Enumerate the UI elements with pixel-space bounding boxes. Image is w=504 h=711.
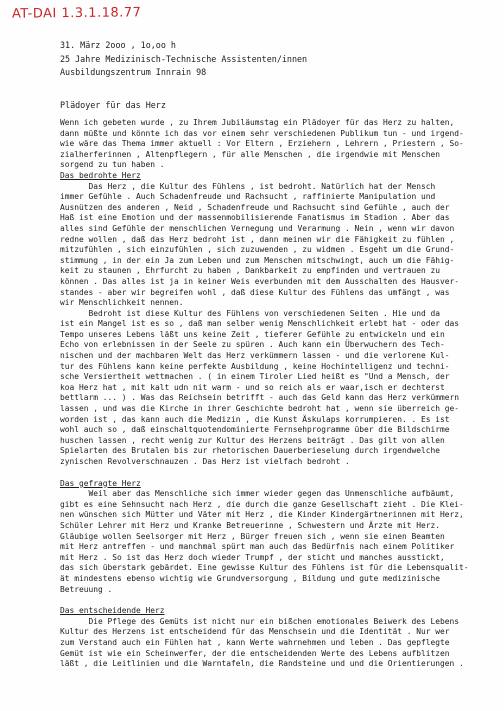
section-heading: Das entscheidende Herz bbox=[60, 606, 165, 616]
section-heading: Das bedrohte Herz bbox=[60, 170, 141, 180]
speech-title: Plädoyer für das Herz bbox=[60, 100, 166, 110]
section-heading: Das gefragte Herz bbox=[60, 478, 141, 488]
paragraph: Weil aber das Menschliche sich immer wieder gegen das Unmenschliche aufbäumt, gibt es eine Sehnsucht nach Herz , die durch die ganze Gesellschaft zieht . Die Klei- nen wünschen sich Mütter und Väter mit Herz , die Kinder Kindergärtnerinnen mit Herz, Schüler Lehrer mit Herz und Kranke Betreuerinne , Schwestern und Ärzte mit Herz. Gläubige wollen Seelsorger mit Herz , Bürger freuen sich , wenn sie einen Beamten mit Herz antreffen - und manchmal spürt man auch das Bedürfnis nach einem Politiker mit Herz . So ist das Herz doch wieder Trumpf , der sticht und manches ausstickt, das sich überstark gebärdet. Eine gewisse Kultur des Fühlens ist für die Lebensqualit- ät mindestens ebenso wichtig wie Grundversorgung , Bildung und gute medizinische Betreuung . bbox=[60, 489, 469, 594]
speech-body bbox=[60, 118, 494, 670]
paragraph: Die Pflege des Gemüts ist nicht nur ein bißchen emotionales Beiwerk des Lebens Kultur des Herzens ist entscheidend für das Menschsein und die Identität . Nur wer zum Verstand auch ein Fühlen hat , kann Werte wahrnehmen und leben . Das gepflegte Gemüt ist wie ein Scheinwerfer, der die entscheidenden Werte des Lebens aufblitzen läßt , die Leitlinien und die Warntafeln, die Randsteine und und die Orientierungen . bbox=[60, 616, 464, 669]
letter-header bbox=[60, 39, 307, 80]
event-line: 25 Jahre Medizinisch-Technische Assistenten/innen bbox=[60, 53, 308, 64]
paragraph: Das Herz , die Kultur des Fühlens , ist bedroht. Natürlich hat der Mensch immer Gefühle . Auch Schadenfreude und Rachsucht , raffinierte Manipulation und Ausnützen des anderen , Neid , Schadenfreude und Rachsucht sind Gefühle , auch der Haß ist eine Emotion und der massenmobilisierende Fanatismus im Stadion . Aber das alles sind Gefühle der menschlichen Vernegung und Verarmung . Nein , wenn wir davon redne wollen , daß das Herz bedroht ist , dann meinen wir die Fähigkeit zu fühlen , mitzufühlen , sich einzufühlen , sich zuzuwenden , zu widmen . Esgeht um die Grund- stimmung , in der ein Ja zum Leben und zum Menschen mitschwingt, auch um die Fähig- keit zu staunen , Ehrfurcht zu haben , Dankbarkeit zu empfinden und vertrauen zu können . Das alles ist ja in keiner Weis everbunden mit dem Ausschalten des Hausver- standes - aber wir begreifen wohl , daß diese Kultur des Fühlens das umfängt , was wir Menschlichkeit nennen. bbox=[60, 181, 460, 308]
intro-paragraph: Wenn ich gebeten wurde , zu Ihrem Jubiläumstag ein Plädoyer für das Herz zu halten, dann müßte und könnte ich das vor einem sehr verschiedenen Publikum tun - und irgend- wie wäre das Thema immer aktuell : Vor Eltern , Erziehern , Lehrern , Priestern , So- zialherferinnen , Altenpflegern , für alle Menschen , die irgendwie mit Menschen sorgend zu tun haben . bbox=[60, 118, 464, 170]
archive-stamp: AT-DAI 1.3.1.18.77 bbox=[11, 5, 142, 22]
paragraph: Bedroht ist diese Kultur des Fühlens von verschiedenen Seiten . Hie und da ist ein Mangel ist es so , daß man selber wenig Menschlichkeit erlebt hat - oder das Tempo unseres Lebens läßt uns keine Zeit , tieferer Gefühle zu entwickeln und ein Echo von erlebnissen in der Seele zu spüren . Auch kann ein Überwuchern des Tech- nischen und der machbaren Welt das Herz verkümmern lassen - und die verlorene Kul- tur des Fühlens kann keine perfekte Ausbildung , keine Hochintelligenz und techni- sche Versiertheit wettmachen . ( in einem Tiroler Lied heißt es "Und a Mensch, der koa Herz hat , mit kalt udn nit warm - und so reich als er waar,isch er dechterst bettlarm ... ) . Was das Reichsein betrifft - auch das Geld kann das Herz verkümmern lassen , und was die Kirche in ihrer Geschichte bedroht hat , wenn sie überreich ge- worden ist , das kann auch die Medizin , die Kunst Äskulaps korrumpieren. . Es ist wohl auch so , daß einschaltquotendominierte Fernsehprogramme über die Bildschirme huschen lassen , recht wenig zur Kultur des Herzens beiträgt . Das gilt von allen Spielarten des Brutalen bis zur rhetorischen Dauerberieselung durch irgendwelche zynischen Revolverschnauzen . Das Herz ist vielfach bedroht . bbox=[60, 308, 460, 466]
location-line: Ausbildungszentrum Innrain 98 bbox=[60, 67, 207, 77]
date-line: 31. März 2ooo , 1o,oo h bbox=[60, 40, 176, 50]
